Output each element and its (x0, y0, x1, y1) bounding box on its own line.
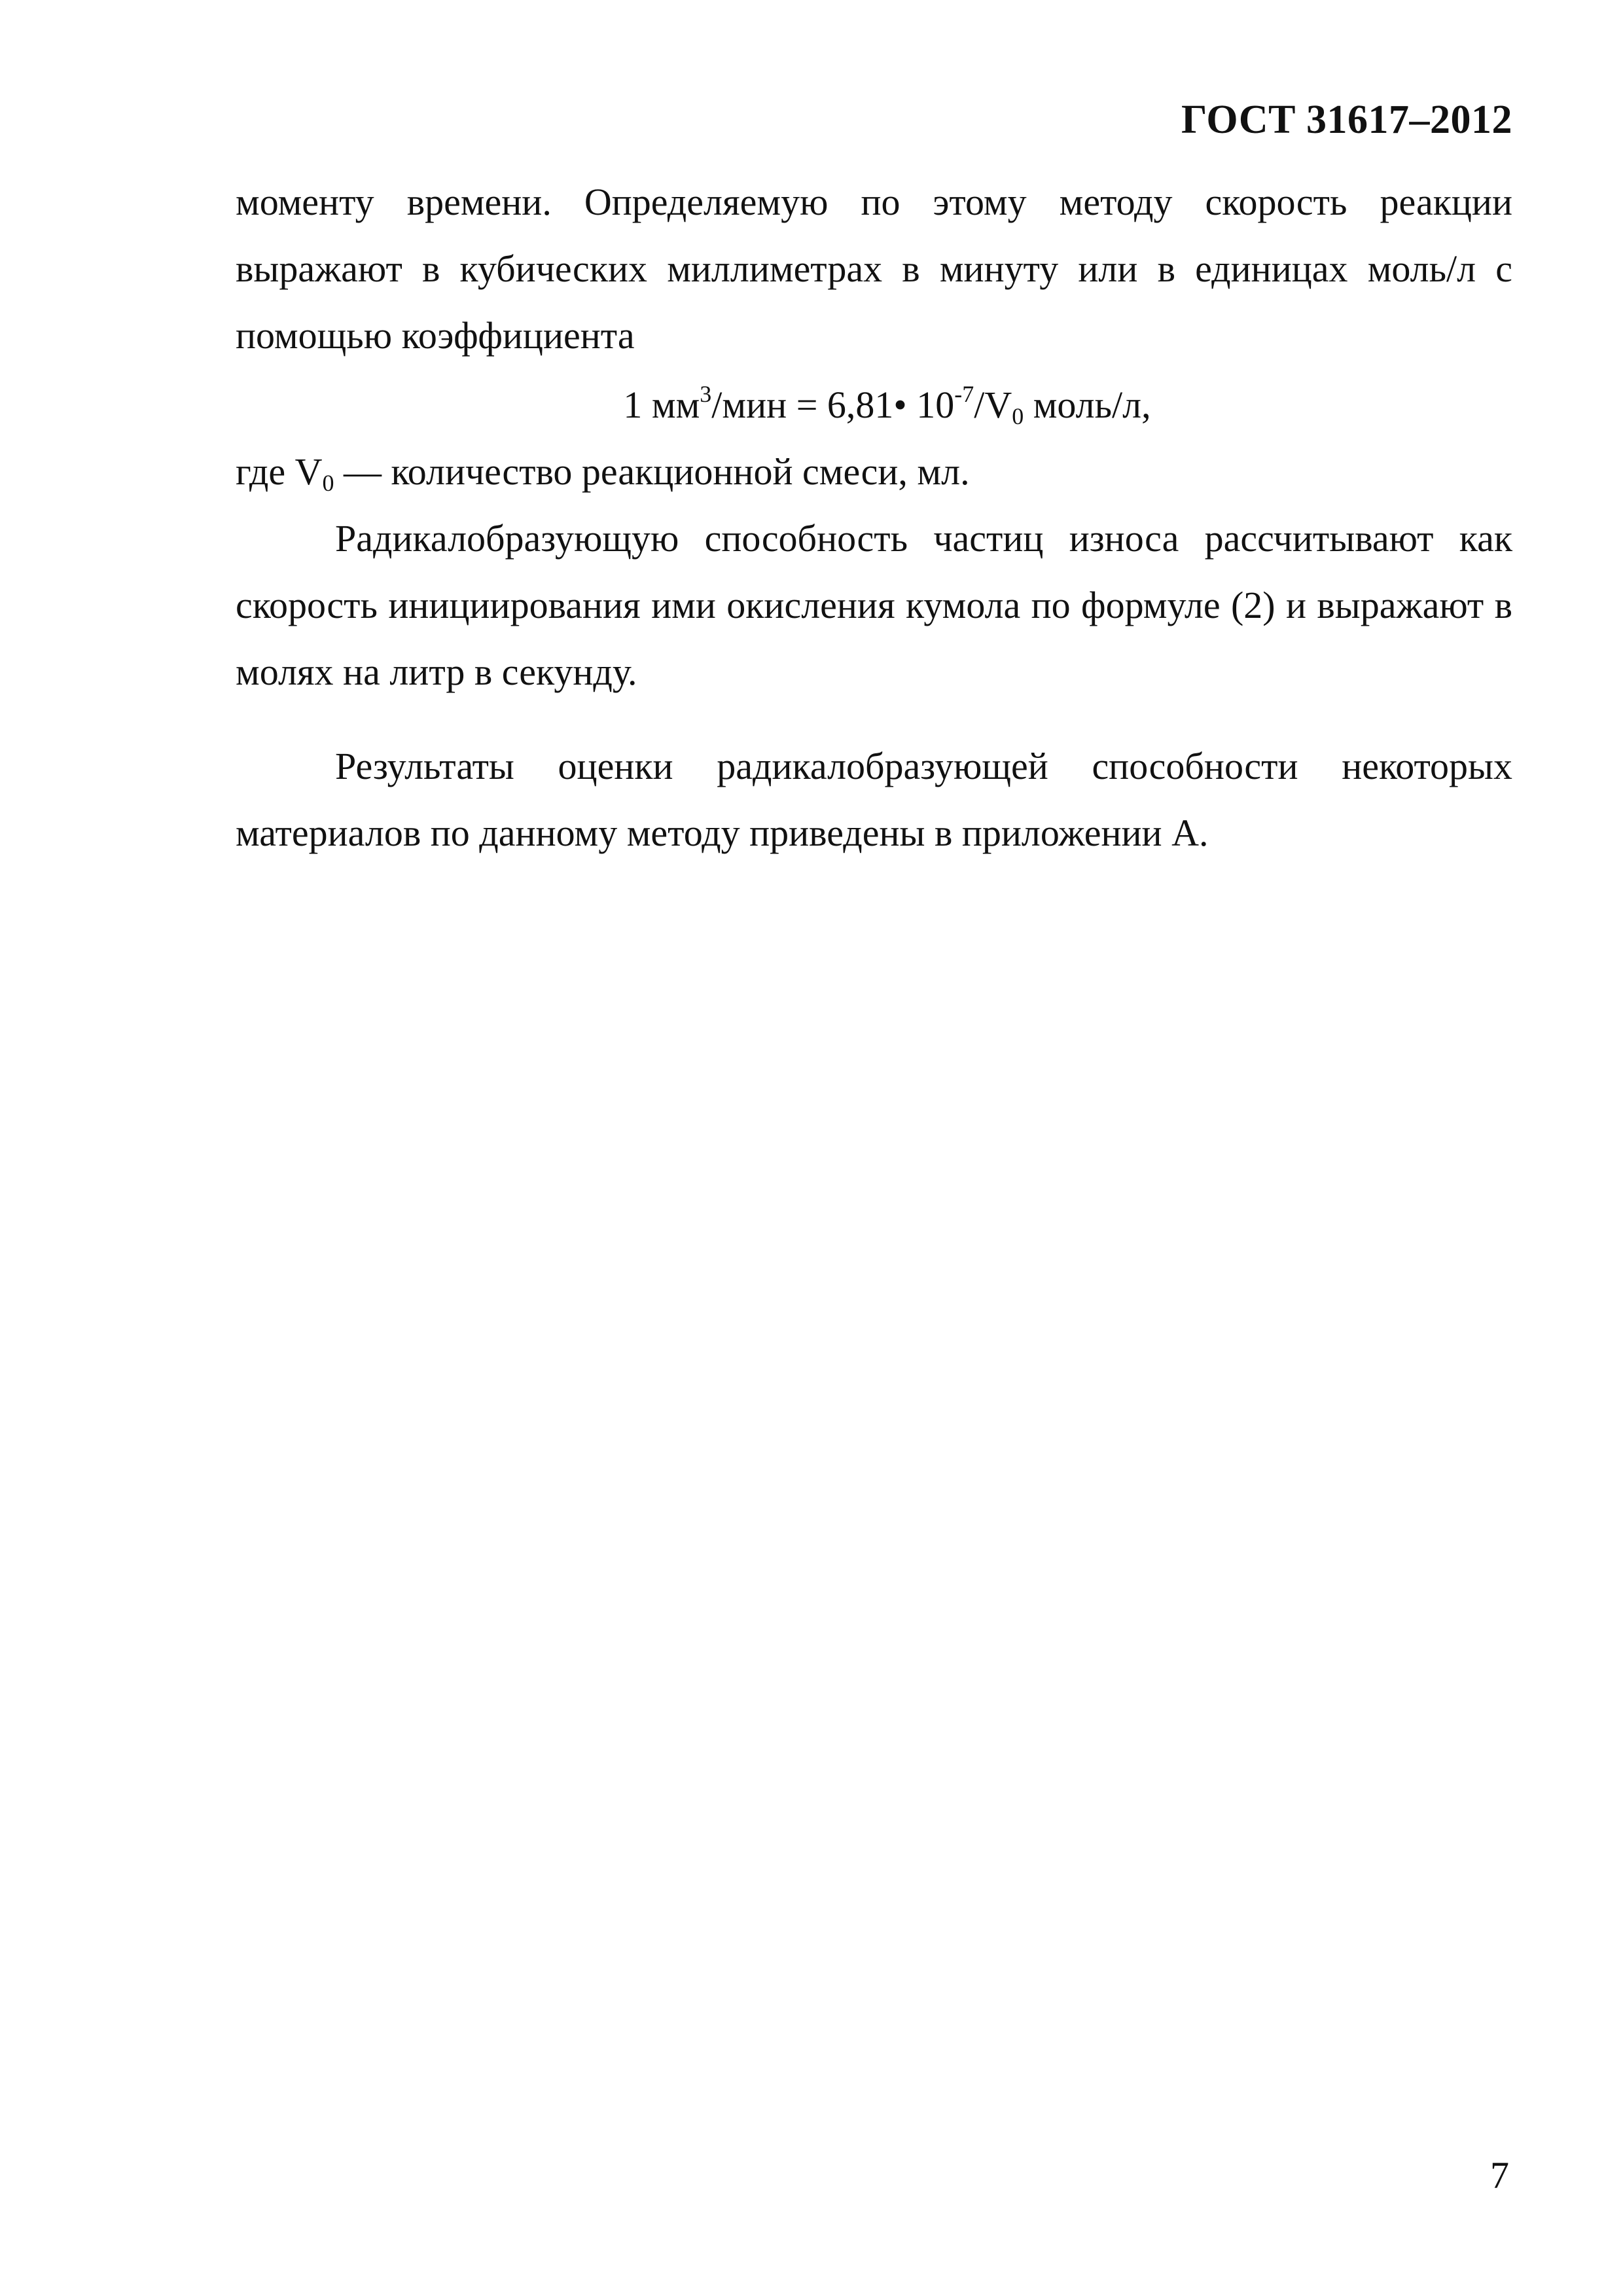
formula-power-exponent: -7 (954, 381, 974, 407)
explanation-rest: — количество реакционной смеси, мл. (334, 450, 970, 493)
formula-left-exponent: 3 (700, 381, 712, 407)
formula-right: моль/л, (1024, 384, 1151, 426)
page-number: 7 (1490, 2154, 1509, 2197)
formula-explanation (236, 439, 1512, 505)
conversion-formula (236, 369, 1512, 439)
document-header-standard: ГОСТ 31617–2012 (1181, 98, 1512, 142)
document-body (236, 169, 1512, 867)
formula-middle: /мин = 6,81• 10 (711, 384, 955, 426)
formula-variable-subscript: 0 (1012, 403, 1024, 429)
paragraph-radical-ability: Радикалобразующую способность частиц износа рассчитывают как скорость инициирования ими окисления кумола по формуле (2) и выражают в молях на литр в секунду. (236, 517, 1512, 693)
paragraph-spacer (236, 706, 1512, 733)
formula-left: 1 мм (623, 384, 700, 426)
formula-variable: /V (974, 384, 1012, 426)
paragraph-continuation: моменту времени. Определяемую по этому методу скорость реакции выражают в кубических миллиметрах в минуту или в единицах моль/л с помощью коэффициента (236, 181, 1512, 357)
paragraph-results: Результаты оценки радикалобразующей способности некоторых материалов по данному методу приведены в приложении А. (236, 745, 1512, 854)
explanation-prefix: где V (236, 450, 323, 493)
explanation-subscript: 0 (322, 470, 334, 496)
